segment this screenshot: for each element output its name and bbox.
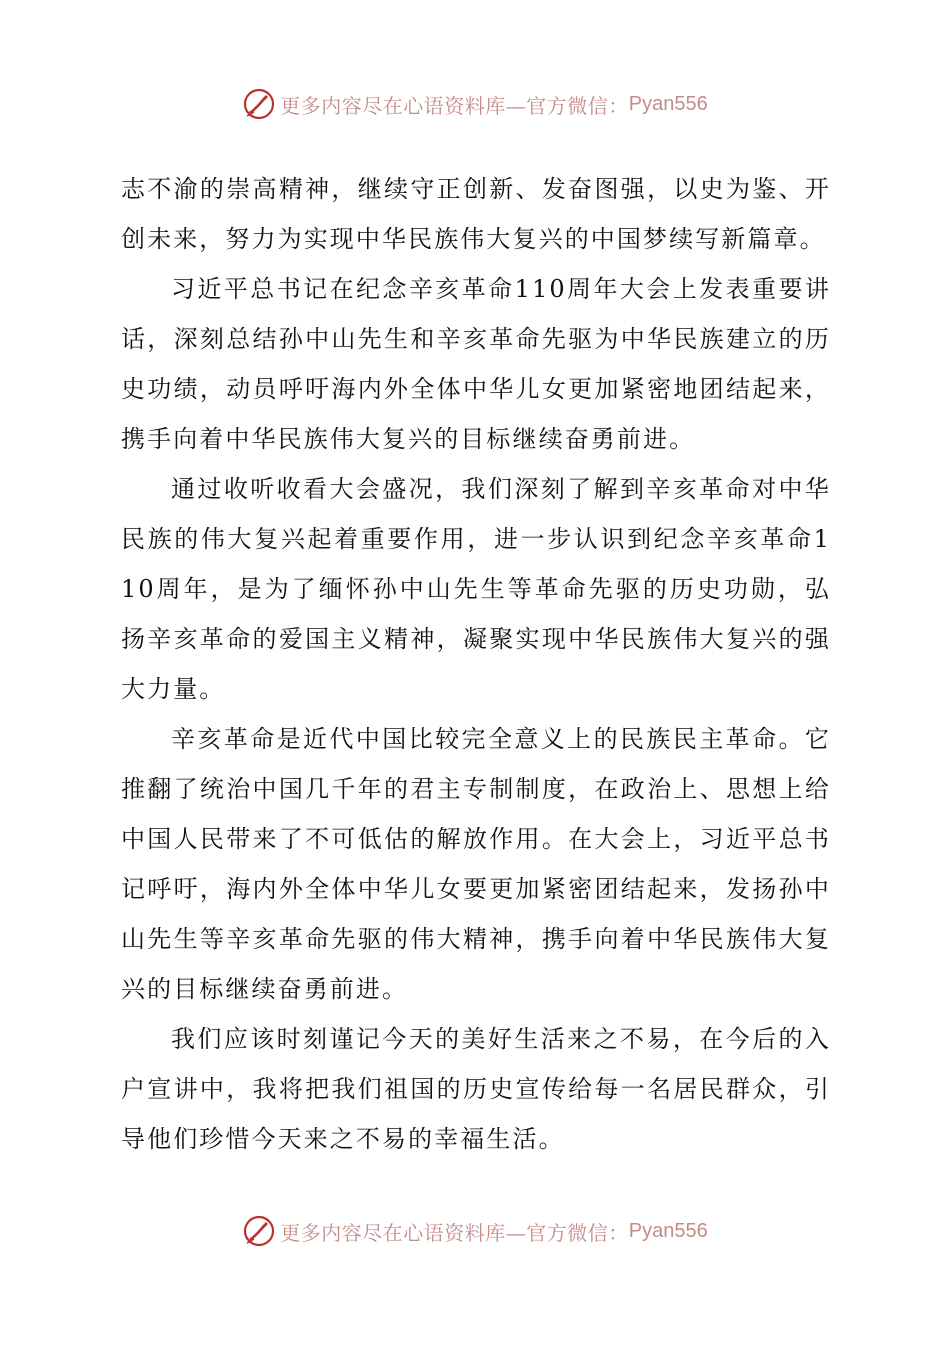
paragraph: 我们应该时刻谨记今天的美好生活来之不易，在今后的入户宣讲中，我将把我们祖国的历史宣传给每一名居民群众，引导他们珍惜今天来之不易的幸福生活。 [121,1025,831,1153]
watermark-wechat-id: Pyan556 [628,92,708,115]
pen-logo-icon [242,1214,276,1248]
header-watermark [0,84,950,124]
document-body [121,164,831,1164]
footer-watermark [0,1211,950,1251]
paragraph: 通过收听收看大会盛况，我们深刻了解到辛亥革命对中华民族的伟大复兴起着重要作用，进一步认识到纪念辛亥革命110周年，是为了缅怀孙中山先生等革命先驱的历史功勋，弘扬辛亥革命的爱国主义精神，凝聚实现中华民族伟大复兴的强大力量。 [121,475,831,703]
pen-logo-icon [242,87,276,121]
watermark-text: 更多内容尽在心语资料库—官方微信： [280,93,629,118]
paragraph-continuation: 志不渝的崇高精神，继续守正创新、发奋图强，以史为鉴、开创未来，努力为实现中华民族伟大复兴的中国梦续写新篇章。 [121,175,831,253]
watermark-text: 更多内容尽在心语资料库—官方微信： [280,1220,629,1245]
paragraph: 辛亥革命是近代中国比较完全意义上的民族民主革命。它推翻了统治中国几千年的君主专制制度，在政治上、思想上给中国人民带来了不可低估的解放作用。在大会上，习近平总书记呼吁，海内外全体中华儿女要更加紧密团结起来，发扬孙中山先生等辛亥革命先驱的伟大精神，携手向着中华民族伟大复兴的目标继续奋勇前进。 [121,725,831,1003]
paragraph: 习近平总书记在纪念辛亥革命110周年大会上发表重要讲话，深刻总结孙中山先生和辛亥革命先驱为中华民族建立的历史功绩，动员呼吁海内外全体中华儿女更加紧密地团结起来，携手向着中华民族伟大复兴的目标继续奋勇前进。 [121,275,831,453]
watermark-wechat-id: Pyan556 [628,1219,708,1242]
